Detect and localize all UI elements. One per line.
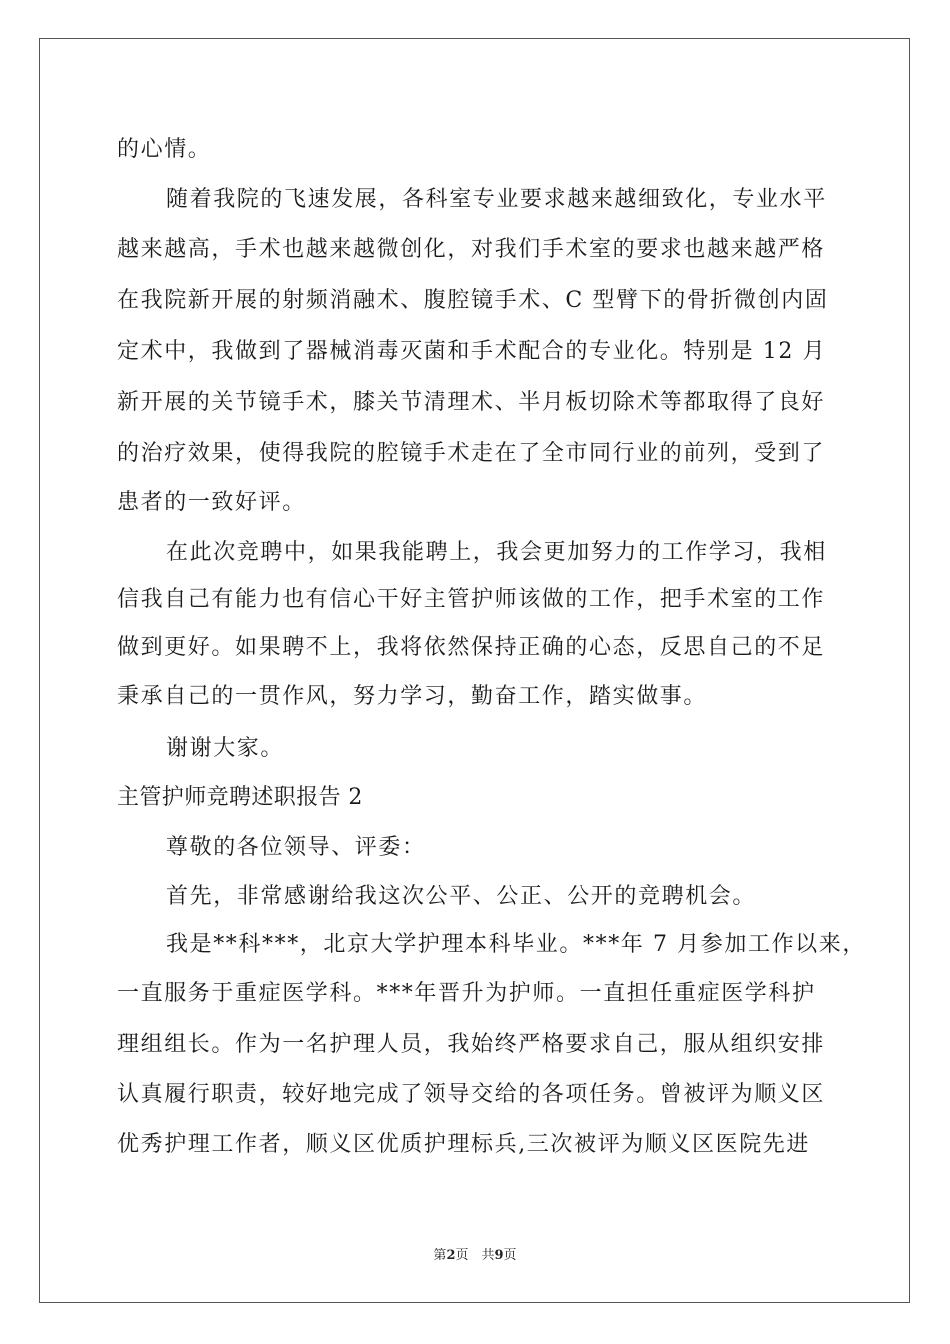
text-line: 新开展的关节镜手术，膝关节清理术、半月板切除术等都取得了良好 (117, 390, 826, 415)
text-line: 越来越高，手术也越来越微创化，对我们手术室的要求也越来越严格 (117, 237, 826, 262)
text-line: 理组组长。作为一名护理人员，我始终严格要求自己，服从组织安排 (117, 1032, 826, 1057)
text-line: 优秀护理工作者，顺义区优质护理标兵,三次被评为顺义区医院先进 (117, 1132, 810, 1157)
page-current: 2 (446, 1248, 456, 1263)
text-line: 谢谢大家。 (166, 736, 285, 761)
text-line: 患者的一致好评。 (117, 490, 306, 515)
text-line: 在我院新开展的射频消融术、腹腔镜手术、C 型臂下的骨折微创内固 (117, 288, 829, 313)
text-line: 我是**科***，北京大学护理本科毕业。***年 7 月参加工作以来， (166, 932, 866, 957)
text-line: 做到更好。如果聘不上，我将依然保持正确的心态，反思自己的不足 (117, 635, 826, 660)
text-line: 首先，非常感谢给我这次公平、公正、公开的竞聘机会。 (166, 884, 757, 909)
page-total: 9 (494, 1248, 504, 1263)
page-mid: 页 共 (455, 1248, 495, 1263)
section-heading: 主管护师竞聘述职报告 2 (117, 785, 363, 810)
page-border (39, 38, 910, 1303)
text-line: 随着我院的飞速发展，各科室专业要求越来越细致化，专业水平 (166, 187, 827, 212)
text-line: 认真履行职责，较好地完成了领导交给的各项任务。曾被评为顺义区 (117, 1082, 826, 1107)
text-line: 秉承自己的一贯作风，努力学习，勤奋工作，踏实做事。 (117, 684, 708, 709)
text-line: 的治疗效果，使得我院的腔镜手术走在了全市同行业的前列，受到了 (117, 441, 826, 466)
text-line: 尊敬的各位领导、评委： (166, 835, 426, 860)
text-line: 信我自己有能力也有信心干好主管护师该做的工作，把手术室的工作 (117, 587, 826, 612)
page-prefix: 第 (433, 1248, 447, 1263)
text-line: 的心情。 (117, 137, 212, 162)
page-footer (0, 1248, 950, 1264)
text-line: 一直服务于重症医学科。***年晋升为护师。一直担任重症医学科护 (117, 981, 816, 1006)
text-line: 在此次竞聘中，如果我能聘上，我会更加努力的工作学习，我相 (166, 540, 827, 565)
page-suffix: 页 (503, 1248, 517, 1263)
text-line: 定术中，我做到了器械消毒灭菌和手术配合的专业化。特别是 12 月 (117, 339, 827, 364)
